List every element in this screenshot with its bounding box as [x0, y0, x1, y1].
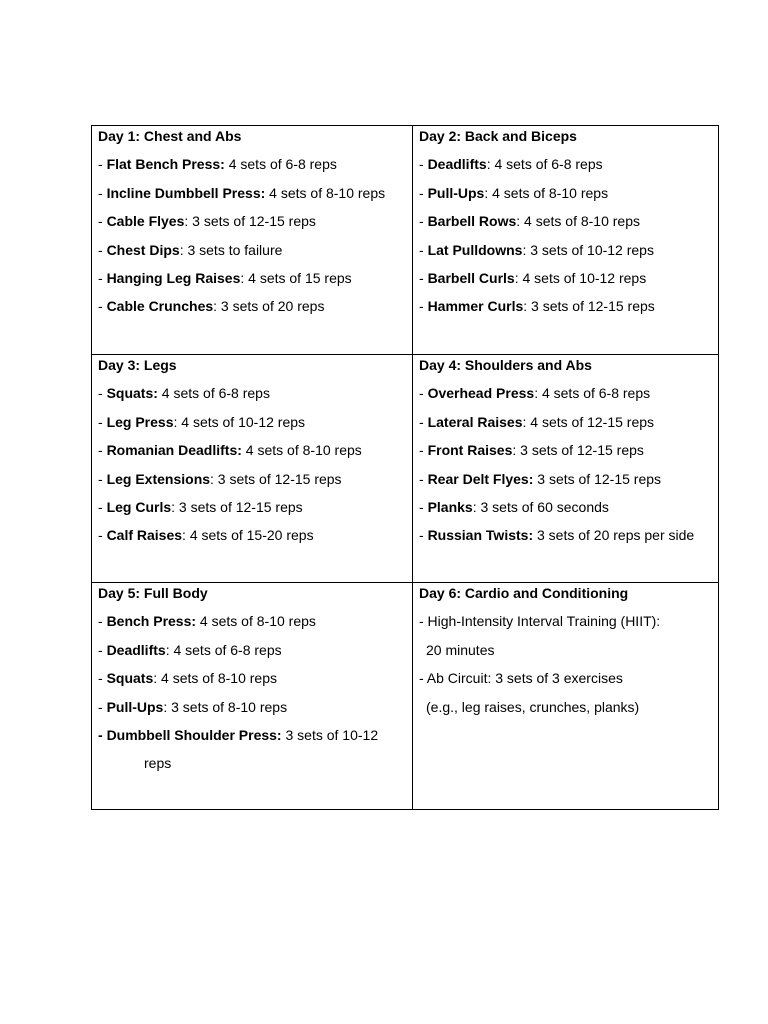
exercise-item: - Pull-Ups: 4 sets of 8-10 reps — [419, 184, 609, 201]
exercise-item: - Squats: 4 sets of 6-8 reps — [98, 385, 270, 402]
day-2-cell — [413, 126, 719, 355]
exercise-item: - Barbell Curls: 4 sets of 10-12 reps — [419, 269, 647, 286]
day-2-title: Day 2: Back and Biceps — [419, 128, 577, 144]
exercise-item: - Deadlifts: 4 sets of 6-8 reps — [98, 641, 282, 658]
exercise-item: - Hanging Leg Raises: 4 sets of 15 reps — [98, 269, 352, 286]
exercise-item: - Incline Dumbbell Press: 4 sets of 8-10 reps — [98, 184, 386, 201]
exercise-item: - Planks: 3 sets of 60 seconds — [419, 498, 609, 515]
exercise-item: - Calf Raises: 4 sets of 15-20 reps — [98, 527, 314, 544]
cardio-item: - High-Intensity Interval Training (HIIT): — [419, 613, 661, 630]
exercise-item: - Lat Pulldowns: 3 sets of 10-12 reps — [419, 241, 654, 258]
day-6-title: Day 6: Cardio and Conditioning — [419, 585, 629, 601]
exercise-item: - Chest Dips: 3 sets to failure — [98, 241, 283, 258]
day-4-cell — [413, 355, 719, 583]
day-3-cell — [92, 355, 413, 583]
day-5-title: Day 5: Full Body — [98, 585, 208, 601]
exercise-item: - Overhead Press: 4 sets of 6-8 reps — [419, 385, 651, 402]
exercise-item: - Front Raises: 3 sets of 12-15 reps — [419, 442, 644, 459]
exercise-item: - Romanian Deadlifts: 4 sets of 8-10 reps — [98, 442, 362, 459]
exercise-item: - Pull-Ups: 3 sets of 8-10 reps — [98, 698, 288, 715]
exercise-item: - Russian Twists: 3 sets of 20 reps per side — [419, 527, 695, 544]
day-3-title: Day 3: Legs — [98, 357, 177, 373]
exercise-item: - Squats: 4 sets of 8-10 reps — [98, 670, 277, 687]
exercise-item: - Barbell Rows: 4 sets of 8-10 reps — [419, 213, 640, 230]
day-1-title: Day 1: Chest and Abs — [98, 128, 242, 144]
cardio-item: - Ab Circuit: 3 sets of 3 exercises — [419, 670, 623, 687]
exercise-item: - Deadlifts: 4 sets of 6-8 reps — [419, 156, 603, 173]
exercise-item: - Leg Press: 4 sets of 10-12 reps — [98, 413, 306, 430]
exercise-item: - Leg Extensions: 3 sets of 12-15 reps — [98, 470, 342, 487]
day-1-cell — [92, 126, 413, 355]
exercise-item: - Rear Delt Flyes: 3 sets of 12-15 reps — [419, 470, 662, 487]
cardio-item-continuation: 20 minutes — [426, 641, 495, 658]
workout-plan-table — [91, 125, 719, 810]
exercise-item: - Dumbbell Shoulder Press: 3 sets of 10-12 — [98, 726, 379, 743]
exercise-item: - Cable Crunches: 3 sets of 20 reps — [98, 298, 325, 315]
exercise-item: - Bench Press: 4 sets of 8-10 reps — [98, 613, 316, 630]
day-5-cell — [92, 583, 413, 810]
day-4-title: Day 4: Shoulders and Abs — [419, 357, 592, 373]
exercise-item-continuation: reps — [144, 755, 172, 772]
exercise-item: - Flat Bench Press: 4 sets of 6-8 reps — [98, 156, 337, 173]
exercise-item: - Lateral Raises: 4 sets of 12-15 reps — [419, 413, 655, 430]
exercise-item: - Cable Flyes: 3 sets of 12-15 reps — [98, 213, 316, 230]
exercise-item: - Leg Curls: 3 sets of 12-15 reps — [98, 498, 303, 515]
day-6-cell — [413, 583, 719, 810]
cardio-item-continuation: (e.g., leg raises, crunches, planks) — [426, 698, 640, 715]
exercise-item: - Hammer Curls: 3 sets of 12-15 reps — [419, 298, 655, 315]
